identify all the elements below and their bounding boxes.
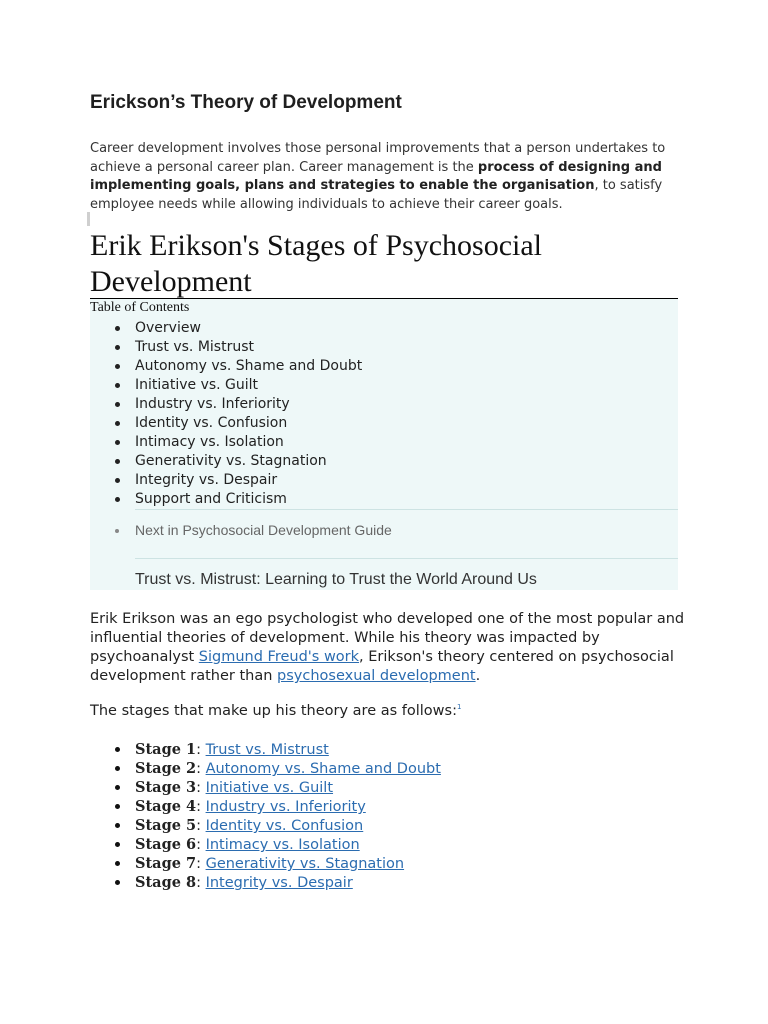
stage-label: Stage 2 [135,760,197,777]
freud-work-link[interactable]: Sigmund Freud's work [198,649,360,665]
stage-link[interactable]: Industry vs. Inferiority [205,799,366,815]
stage-link[interactable]: Initiative vs. Guilt [205,780,334,796]
toc-item[interactable]: Generativity vs. Stagnation [90,452,362,471]
intro-paragraph [90,140,690,214]
toc-item[interactable]: Integrity vs. Despair [90,471,362,490]
stages-intro [90,703,461,719]
body-text: Erik Erikson was an ego psychologist who developed one of the most popular and influential theories of development. While his theory was impacted by psychoanalyst [90,611,685,665]
toc-title: Table of Contents [90,300,190,315]
toc-item[interactable]: Overview [90,319,362,338]
stage-item: Stage 7: Generativity vs. Stagnation [90,854,441,873]
insertion-marker [87,212,90,226]
toc-item[interactable]: Industry vs. Inferiority [90,395,362,414]
toc-item[interactable]: Intimacy vs. Isolation [90,433,362,452]
toc-item[interactable]: Identity vs. Confusion [90,414,362,433]
stage-item: Stage 6: Intimacy vs. Isolation [90,835,441,854]
next-bullet [115,529,119,533]
stage-item: Stage 4: Industry vs. Inferiority [90,797,441,816]
body-text: . [475,668,481,684]
stage-link[interactable]: Identity vs. Confusion [205,818,364,834]
body-text: , Erikson's theory centered on psychosocial development rather than [90,649,674,684]
stage-label: Stage 1 [135,741,197,758]
next-guide-label: Next in Psychosocial Development Guide [135,522,392,538]
reference-link[interactable]: 1 [456,703,462,712]
stage-link[interactable]: Intimacy vs. Isolation [205,837,360,853]
stage-item: Stage 1: Trust vs. Mistrust [90,740,441,759]
stage-link[interactable]: Trust vs. Mistrust [205,742,329,758]
stage-link[interactable]: Autonomy vs. Shame and Doubt [205,761,441,777]
toc-divider [135,558,678,559]
stage-item: Stage 5: Identity vs. Confusion [90,816,441,835]
stage-item: Stage 2: Autonomy vs. Shame and Doubt [90,759,441,778]
toc-item[interactable]: Support and Criticism [90,490,362,509]
article-title: Erik Erikson's Stages of Psychosocial Development [90,229,543,298]
intro-bold-text: process of designing and implementing goals, plans and strategies to enable the organisation [90,159,662,193]
toc-divider [135,509,678,510]
intro-text-end: , to satisfy employee needs while allowing individuals to achieve their career goals. [90,178,663,212]
stage-label: Stage 8 [135,874,197,891]
toc-item[interactable]: Trust vs. Mistrust [90,338,362,357]
stages-intro-text: The stages that make up his theory are as follows: [90,703,457,719]
stage-link[interactable]: Generativity vs. Stagnation [205,856,405,872]
stage-label: Stage 4 [135,798,197,815]
toc-list [90,319,362,509]
next-article-link[interactable]: Trust vs. Mistrust: Learning to Trust the World Around Us [135,571,537,588]
toc-item[interactable]: Autonomy vs. Shame and Doubt [90,357,362,376]
stage-item: Stage 8: Integrity vs. Despair [90,873,441,892]
stage-label: Stage 5 [135,817,197,834]
toc-item[interactable]: Initiative vs. Guilt [90,376,362,395]
stage-item: Stage 3: Initiative vs. Guilt [90,778,441,797]
document-title: Erickson’s Theory of Development [90,92,402,113]
psychosexual-development-link[interactable]: psychosexual development [277,668,476,684]
body-paragraph [90,610,690,686]
stage-label: Stage 3 [135,779,197,796]
stage-label: Stage 7 [135,855,197,872]
stages-list [90,740,441,892]
stage-link[interactable]: Integrity vs. Despair [205,875,353,891]
intro-text: Career development involves those personal improvements that a person undertakes to achieve a personal career plan. Career management is the [90,141,666,175]
stage-label: Stage 6 [135,836,197,853]
